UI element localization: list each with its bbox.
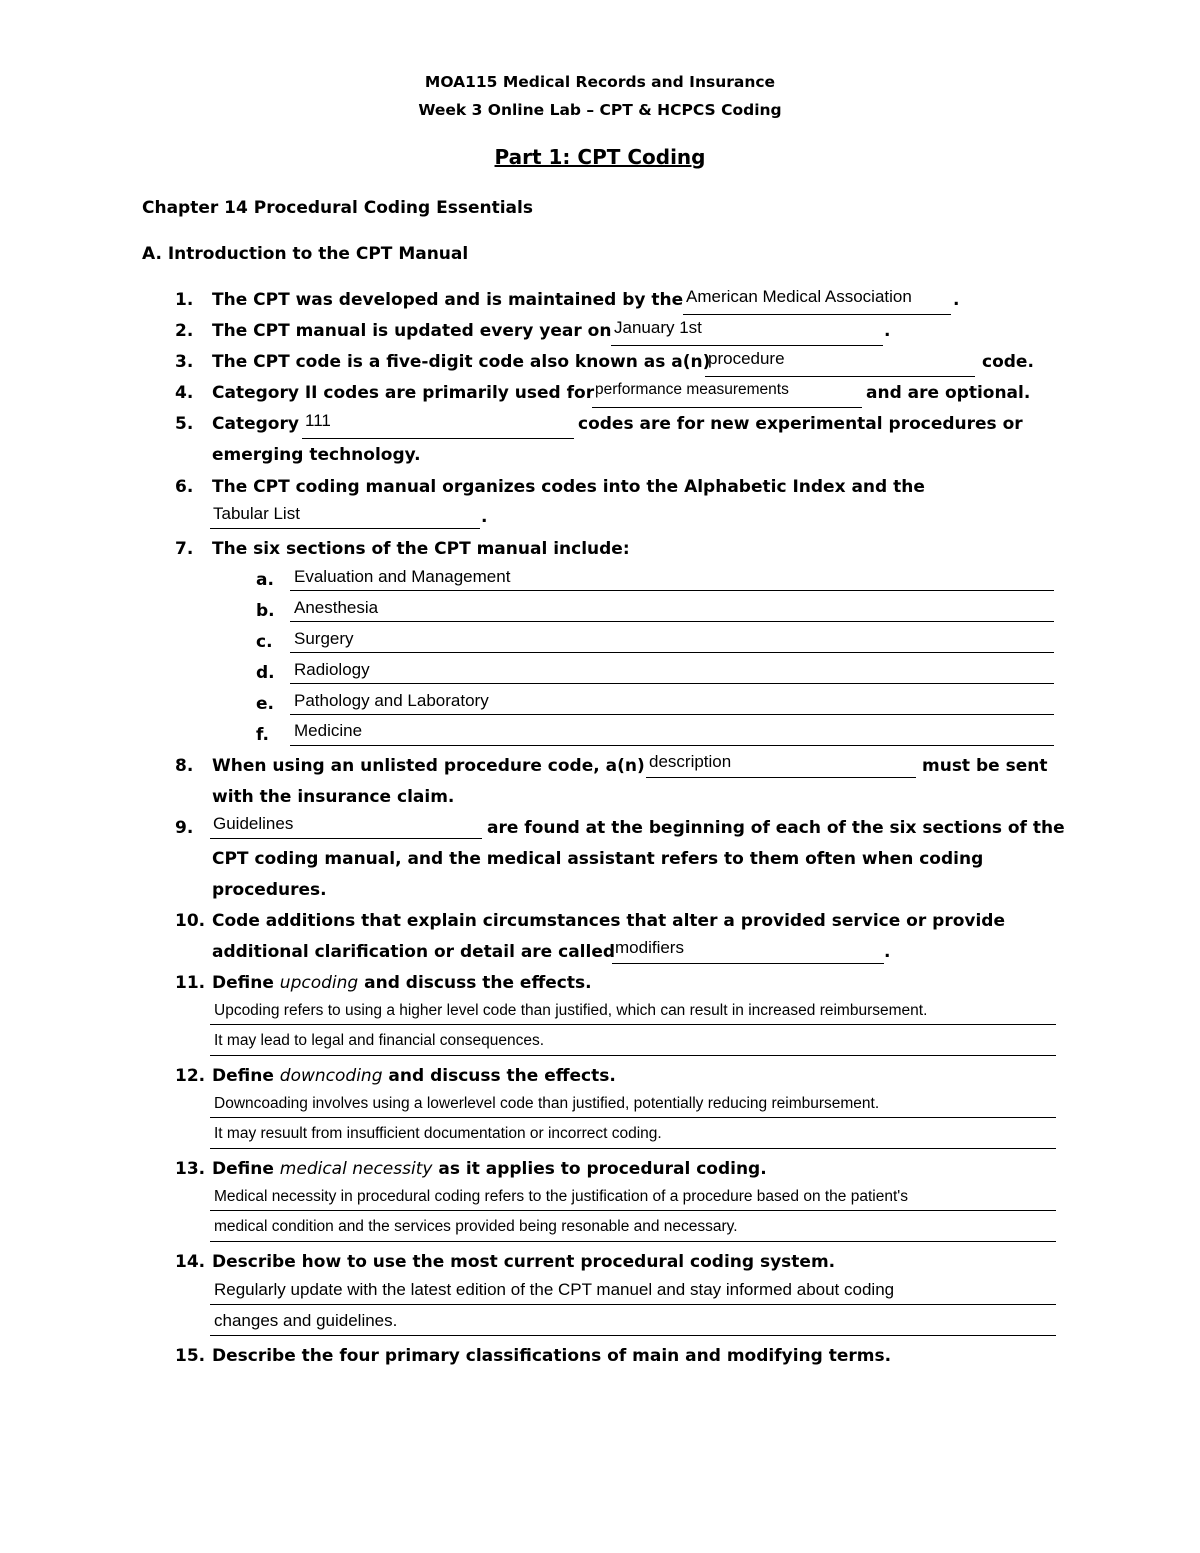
answer-field[interactable]: [210, 1304, 1056, 1305]
item-letter: a.: [256, 570, 274, 590]
question-text-line2: with the insurance claim.: [212, 787, 455, 807]
answer-field[interactable]: [611, 345, 883, 346]
question-text-end: codes are for new experimental procedures or: [578, 414, 1023, 434]
answer-text: January 1st: [614, 318, 702, 337]
question-number: 10.: [175, 911, 206, 931]
question-text-end: code.: [982, 352, 1034, 372]
answer-field[interactable]: [705, 376, 975, 377]
answer-field[interactable]: [210, 1210, 1056, 1211]
answer-field[interactable]: [290, 590, 1054, 591]
section-heading: A. Introduction to the CPT Manual: [142, 244, 469, 264]
answer-field[interactable]: [210, 528, 480, 529]
question-number: 14.: [175, 1252, 206, 1272]
question-number: 4.: [175, 383, 194, 403]
answer-field[interactable]: [210, 1335, 1056, 1336]
answer-field[interactable]: [290, 714, 1054, 715]
question-number: 1.: [175, 290, 194, 310]
question-text: [212, 1066, 616, 1086]
question-text-line2: CPT coding manual, and the medical assistant refers to them often when coding: [212, 849, 984, 869]
question-text: The CPT manual is updated every year on: [212, 321, 612, 341]
answer-field[interactable]: [210, 1055, 1056, 1056]
answer-text: American Medical Association: [686, 287, 912, 306]
question-text: The CPT code is a five-digit code also known as a(n): [212, 352, 711, 372]
item-letter: f.: [256, 725, 269, 745]
answer-text: Upcoding refers to using a higher level code than justified, which can result in increased reimbursement.: [214, 1002, 928, 1019]
punctuation: .: [884, 321, 891, 341]
week-title: Week 3 Online Lab – CPT & HCPCS Coding: [418, 101, 782, 119]
question-text: [212, 1159, 767, 1179]
answer-field[interactable]: [210, 1148, 1056, 1149]
item-letter: e.: [256, 694, 274, 714]
chapter-heading: Chapter 14 Procedural Coding Essentials: [142, 198, 533, 218]
question-text-line2: emerging technology.: [212, 445, 421, 465]
answer-text: Anesthesia: [294, 598, 379, 617]
answer-text: It may resuult from insufficient documentation or incorrect coding.: [214, 1125, 662, 1142]
question-text: When using an unlisted procedure code, a(n): [212, 756, 645, 776]
answer-text: Medicine: [294, 721, 363, 740]
question-number: 15.: [175, 1346, 206, 1366]
question-number: 12.: [175, 1066, 206, 1086]
answer-text: 111: [305, 411, 331, 430]
question-text: are found at the beginning of each of the six sections of the: [487, 818, 1065, 838]
question-text-end: and are optional.: [866, 383, 1031, 403]
answer-text: Evaluation and Management: [294, 567, 511, 586]
item-letter: b.: [256, 601, 275, 621]
question-number: 8.: [175, 756, 194, 776]
answer-field[interactable]: [592, 407, 862, 408]
answer-text: Pathology and Laboratory: [294, 691, 489, 710]
question-text: [212, 973, 592, 993]
answer-field[interactable]: [210, 1241, 1056, 1242]
answer-text: Downcoading involves using a lowerlevel code than justified, potentially reducing reimbursement.: [214, 1095, 880, 1112]
answer-text: description: [649, 752, 732, 771]
course-title: MOA115 Medical Records and Insurance: [424, 73, 776, 91]
answer-field[interactable]: [646, 777, 916, 778]
answer-text: Surgery: [294, 629, 354, 648]
answer-field[interactable]: [210, 1117, 1056, 1118]
question-text-pre: Define: [212, 973, 274, 993]
answer-field[interactable]: [290, 745, 1054, 746]
question-number: 3.: [175, 352, 194, 372]
answer-field[interactable]: [302, 438, 574, 439]
answer-field[interactable]: [612, 963, 884, 964]
question-text: Category: [212, 414, 299, 434]
punctuation: .: [481, 507, 488, 527]
answer-field[interactable]: [683, 314, 951, 315]
question-number: 2.: [175, 321, 194, 341]
question-term: downcoding: [279, 1066, 383, 1086]
question-text-pre: Define: [212, 1066, 274, 1086]
question-text: The CPT was developed and is maintained by the: [212, 290, 684, 310]
question-text: Describe the four primary classifications of main and modifying terms.: [212, 1346, 892, 1366]
answer-field[interactable]: [290, 652, 1054, 653]
item-letter: c.: [256, 632, 273, 652]
question-text-line2: additional clarification or detail are called: [212, 942, 616, 962]
answer-field[interactable]: [290, 621, 1054, 622]
answer-text: Medical necessity in procedural coding refers to the justification of a procedure based on the patient's: [214, 1188, 908, 1205]
answer-field[interactable]: [290, 683, 1054, 684]
part-title: Part 1: CPT Coding: [494, 145, 706, 169]
answer-text: Guidelines: [213, 814, 294, 833]
item-letter: d.: [256, 663, 275, 683]
question-term: upcoding: [279, 973, 359, 993]
answer-text: procedure: [708, 349, 785, 368]
question-text-pre: Define: [212, 1159, 274, 1179]
question-number: 6.: [175, 477, 194, 497]
answer-text: It may lead to legal and financial consequences.: [214, 1032, 545, 1049]
punctuation: .: [953, 290, 960, 310]
answer-text: medical condition and the services provided being resonable and necessary.: [214, 1218, 738, 1235]
answer-text: Radiology: [294, 660, 370, 679]
question-text: The six sections of the CPT manual include:: [212, 539, 630, 559]
answer-text: modifiers: [615, 938, 684, 957]
question-number: 13.: [175, 1159, 206, 1179]
question-number: 9.: [175, 818, 194, 838]
question-text-post: and discuss the effects.: [364, 973, 592, 993]
question-number: 5.: [175, 414, 194, 434]
punctuation: .: [884, 942, 891, 962]
question-text-line3: procedures.: [212, 880, 327, 900]
answer-field[interactable]: [210, 838, 482, 839]
question-text: Category II codes are primarily used for: [212, 383, 595, 403]
answer-text: Tabular List: [213, 504, 300, 523]
question-text-end: must be sent: [922, 756, 1048, 776]
question-text: Code additions that explain circumstances that alter a provided service or provide: [212, 911, 1005, 931]
question-text-post: and discuss the effects.: [388, 1066, 616, 1086]
question-term: medical necessity: [279, 1159, 433, 1179]
question-number: 7.: [175, 539, 194, 559]
question-text-post: as it applies to procedural coding.: [438, 1159, 767, 1179]
question-text: The CPT coding manual organizes codes into the Alphabetic Index and the: [212, 477, 925, 497]
question-number: 11.: [175, 973, 206, 993]
answer-text: Regularly update with the latest edition of the CPT manuel and stay informed about coding: [214, 1280, 895, 1299]
question-text: Describe how to use the most current procedural coding system.: [212, 1252, 836, 1272]
answer-field[interactable]: [210, 1024, 1056, 1025]
answer-text: changes and guidelines.: [214, 1311, 398, 1330]
answer-text: performance measurements: [595, 381, 789, 398]
